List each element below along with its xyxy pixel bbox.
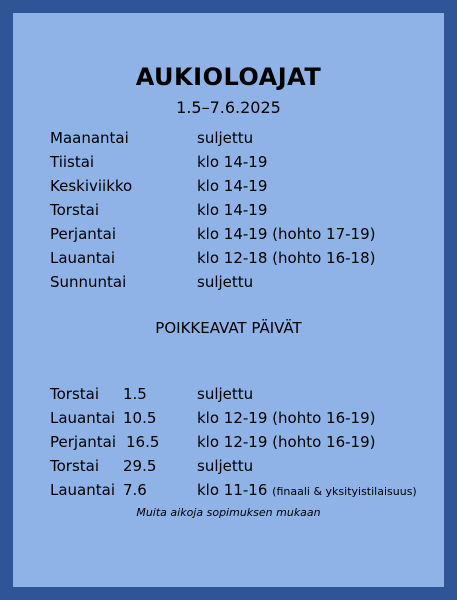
- exception-hours: klo 12-19 (hohto 16-19): [197, 433, 376, 451]
- exception-date: 29.5: [123, 457, 157, 475]
- exception-hours: suljettu: [197, 457, 254, 475]
- weekly-row: [13, 175, 444, 197]
- exception-day: Perjantai: [50, 433, 117, 451]
- page-title: AUKIOLOAJAT: [135, 63, 322, 91]
- weekday-label: Lauantai: [50, 249, 115, 267]
- exception-hours: suljettu: [197, 385, 254, 403]
- weekday-label: Maanantai: [50, 129, 129, 147]
- footer-note: Muita aikoja sopimuksen mukaan: [136, 506, 321, 519]
- exception-row: [13, 383, 444, 405]
- exception-row: [13, 479, 444, 501]
- weekday-label: Sunnuntai: [50, 273, 127, 291]
- exception-row: [13, 455, 444, 477]
- exception-day: Torstai: [50, 457, 100, 475]
- weekday-hours: klo 12-18 (hohto 16-18): [197, 249, 376, 267]
- weekday-label: Perjantai: [50, 225, 117, 243]
- weekly-row: [13, 223, 444, 245]
- weekday-hours: suljettu: [197, 129, 254, 147]
- exception-note: (finaali & yksityistilaisuus): [272, 485, 417, 498]
- exception-row: [13, 431, 444, 453]
- schedule-panel: [13, 13, 444, 587]
- weekday-hours: klo 14-19: [197, 177, 268, 195]
- exception-date: 1.5: [123, 385, 147, 403]
- weekday-hours: suljettu: [197, 273, 254, 291]
- exception-day: Lauantai: [50, 481, 115, 499]
- weekly-row: [13, 127, 444, 149]
- weekday-hours: klo 14-19: [197, 153, 268, 171]
- weekday-label: Keskiviikko: [50, 177, 133, 195]
- exception-hours: klo 12-19 (hohto 16-19): [197, 409, 376, 427]
- weekday-hours: klo 14-19 (hohto 17-19): [197, 225, 376, 243]
- weekly-row: [13, 247, 444, 269]
- exceptions-heading: POIKKEAVAT PÄIVÄT: [155, 319, 302, 337]
- exception-date: 16.5: [126, 433, 160, 451]
- weekly-row: [13, 151, 444, 173]
- exception-day: Torstai: [50, 385, 100, 403]
- exception-hours-text: klo 11-16: [197, 481, 268, 499]
- weekday-label: Torstai: [50, 201, 100, 219]
- weekly-row: [13, 271, 444, 293]
- weekly-row: [13, 199, 444, 221]
- exception-hours: [197, 479, 417, 503]
- exception-date: 10.5: [123, 409, 157, 427]
- exception-row: [13, 407, 444, 429]
- exception-day: Lauantai: [50, 409, 115, 427]
- weekday-label: Tiistai: [50, 153, 95, 171]
- exception-date: 7.6: [123, 481, 147, 499]
- weekday-hours: klo 14-19: [197, 201, 268, 219]
- date-range: 1.5–7.6.2025: [176, 98, 281, 117]
